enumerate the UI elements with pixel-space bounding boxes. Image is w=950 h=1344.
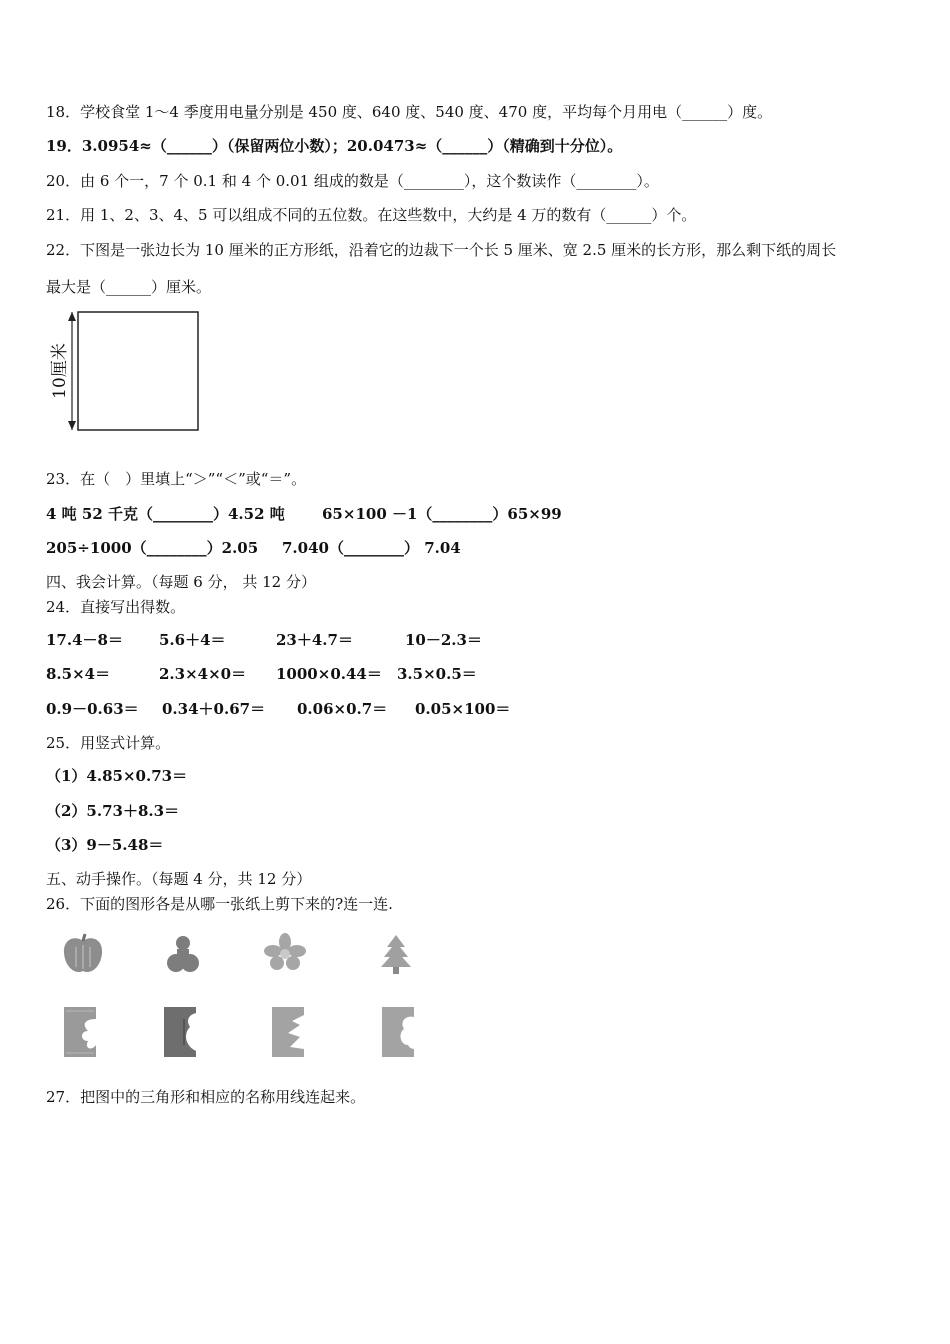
calc-item: 23＋4.7＝ [276, 631, 353, 649]
question-21: 21．用 1、2、3、4、5 可以组成不同的五位数。在这些数中，大约是 4 万的数有（______）个。 [46, 206, 697, 224]
calc-item: 10－2.3＝ [405, 631, 482, 649]
paper-with-tree-hole-icon [268, 1005, 308, 1063]
calc-item: 0.05×100＝ [415, 700, 511, 718]
compare-item-2: 65×100 －1（________）65×99 [322, 505, 562, 523]
calc-item: 1000×0.44＝ [276, 665, 382, 683]
flower-cutout-icon [262, 933, 308, 977]
calc-item: 3.5×0.5＝ [397, 665, 477, 683]
side-length-label: 10厘米 [50, 343, 70, 399]
section-4-heading: 四、我会计算。（每题 6 分， 共 12 分） [46, 573, 316, 591]
paper-with-apple-hole-icon [378, 1005, 418, 1063]
question-27: 27．把图中的三角形和相应的名称用线连起来。 [46, 1088, 366, 1106]
calc-item: 0.34＋0.67＝ [162, 700, 266, 718]
question-25: 25．用竖式计算。 [46, 734, 171, 752]
calc-item: 5.6＋4＝ [159, 631, 226, 649]
square-paper-figure [40, 305, 210, 435]
question-19: 19．3.0954≈（______）（保留两位小数）；20.0473≈（______）（精确到十分位）。 [46, 137, 623, 155]
calc-item: 0.06×0.7＝ [297, 700, 388, 718]
tree-cutout-icon [376, 933, 416, 981]
question-26: 26．下面的图形各是从哪一张纸上剪下来的?连一连. [46, 895, 393, 913]
gourd-cutout-icon [165, 933, 201, 981]
calc-item: 2.3×4×0＝ [159, 665, 247, 683]
paper-with-flower-hole-icon [60, 1005, 100, 1063]
calc-item: 17.4－8＝ [46, 631, 123, 649]
calc-item: 0.9－0.63＝ [46, 700, 139, 718]
vertical-calc-item-3: （3）9－5.48＝ [46, 836, 164, 854]
paper-with-gourd-hole-icon [160, 1005, 200, 1063]
question-22-line2: 最大是（______）厘米。 [46, 278, 212, 296]
question-20: 20．由 6 个一，7 个 0.1 和 4 个 0.01 组成的数是（________），这个数读作（________）。 [46, 172, 659, 190]
apple-cutout-icon [60, 933, 106, 981]
vertical-calc-item-1: （1）4.85×0.73＝ [46, 767, 188, 785]
question-24: 24．直接写出得数。 [46, 598, 186, 616]
calc-item: 8.5×4＝ [46, 665, 111, 683]
compare-item-3: 205÷1000（________）2.05 [46, 539, 259, 557]
vertical-calc-item-2: （2）5.73＋8.3＝ [46, 802, 180, 820]
compare-item-1: 4 吨 52 千克（________）4.52 吨 [46, 505, 285, 523]
question-18: 18．学校食堂 1～4 季度用电量分别是 450 度、640 度、540 度、470 度，平均每个月用电（______）度。 [46, 103, 773, 121]
question-22-line1: 22．下图是一张边长为 10 厘米的正方形纸，沿着它的边裁下一个长 5 厘米、宽 2.5 厘米的长方形，那么剩下纸的周长 [46, 241, 837, 259]
compare-item-4: 7.040（________） 7.04 [282, 539, 461, 557]
question-23: 23．在（ ）里填上“＞”“＜”或“＝”。 [46, 470, 307, 488]
section-5-heading: 五、动手操作。（每题 4 分，共 12 分） [46, 870, 312, 888]
